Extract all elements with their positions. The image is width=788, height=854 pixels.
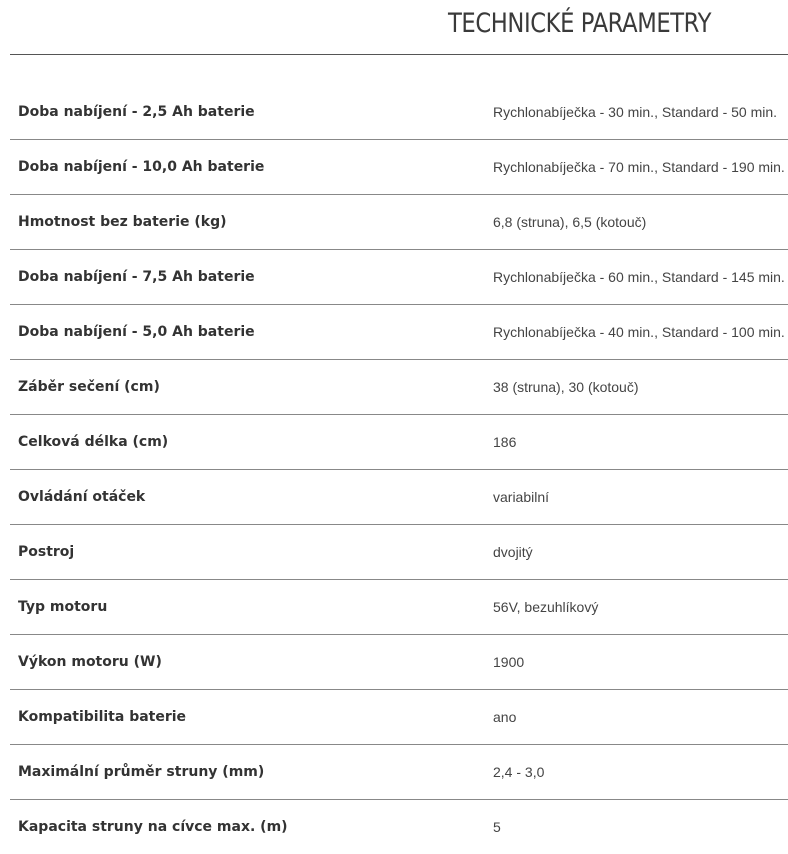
spec-table [10, 85, 788, 854]
spec-row [10, 85, 788, 140]
spec-row [10, 305, 788, 360]
spec-label: Ovládání otáček [18, 489, 146, 505]
spec-label: Typ motoru [18, 599, 108, 615]
spec-value: Rychlonabíječka - 30 min., Standard - 50 min. [493, 104, 778, 120]
spec-value: 56V, bezuhlíkový [493, 599, 599, 615]
page-title: TECHNICKÉ PARAMETRY [448, 8, 712, 39]
spec-label: Doba nabíjení - 10,0 Ah baterie [18, 159, 265, 175]
spec-row [10, 250, 788, 305]
spec-label: Celková délka (cm) [18, 434, 169, 450]
spec-row [10, 580, 788, 635]
spec-value: Rychlonabíječka - 60 min., Standard - 145 min. [493, 269, 785, 285]
spec-value: 38 (struna), 30 (kotouč) [493, 379, 639, 395]
spec-row [10, 140, 788, 195]
spec-label: Doba nabíjení - 5,0 Ah baterie [18, 324, 255, 340]
spec-label: Kapacita struny na cívce max. (m) [18, 819, 288, 835]
spec-value: 6,8 (struna), 6,5 (kotouč) [493, 214, 647, 230]
spec-row [10, 690, 788, 745]
section-header [10, 0, 788, 55]
spec-row [10, 470, 788, 525]
spec-row [10, 745, 788, 800]
spec-label: Hmotnost bez baterie (kg) [18, 214, 227, 230]
spec-label: Doba nabíjení - 2,5 Ah baterie [18, 104, 255, 120]
spec-row [10, 415, 788, 470]
spec-label: Výkon motoru (W) [18, 654, 162, 670]
spec-value: 186 [493, 434, 517, 450]
spec-row [10, 525, 788, 580]
spec-label: Záběr sečení (cm) [18, 379, 160, 395]
spec-row [10, 360, 788, 415]
spec-value: variabilní [493, 489, 550, 505]
spec-value: 5 [493, 819, 501, 835]
spec-row [10, 195, 788, 250]
spec-value: dvojitý [493, 544, 533, 560]
spec-label: Maximální průměr struny (mm) [18, 764, 265, 780]
spec-label: Kompatibilita baterie [18, 709, 187, 725]
spec-value: Rychlonabíječka - 70 min., Standard - 190 min. [493, 159, 785, 175]
spec-value: ano [493, 709, 517, 725]
spec-row [10, 800, 788, 854]
spec-row [10, 635, 788, 690]
spec-value: 1900 [493, 654, 525, 670]
spec-value: 2,4 - 3,0 [493, 764, 545, 780]
spec-value: Rychlonabíječka - 40 min., Standard - 100 min. [493, 324, 785, 340]
spec-label: Postroj [18, 544, 75, 560]
spec-label: Doba nabíjení - 7,5 Ah baterie [18, 269, 255, 285]
